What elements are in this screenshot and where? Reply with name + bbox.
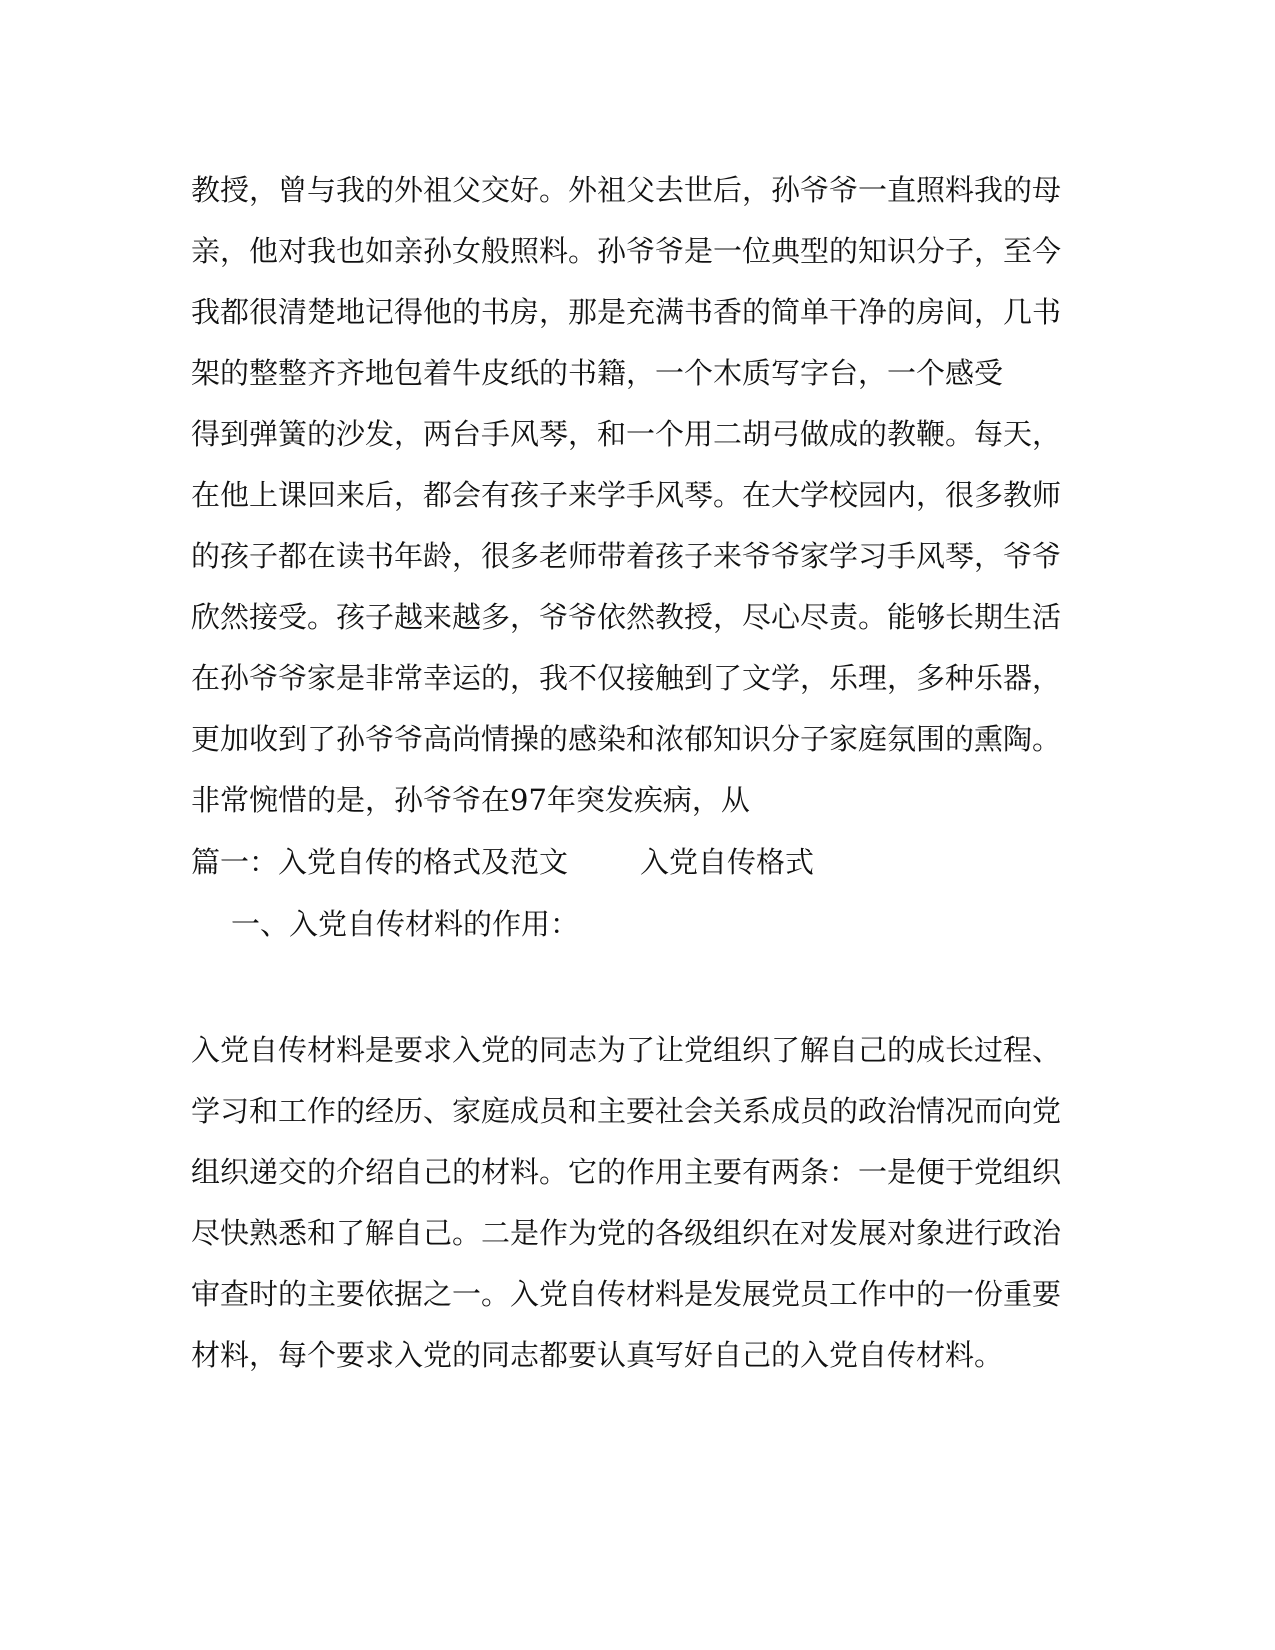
text-line: 非常惋惜的是，孙爷爷在97年突发疾病，从	[191, 783, 750, 817]
text-line: 在孙爷爷家是非常幸运的，我不仅接触到了文学，乐理，多种乐器，	[191, 661, 1062, 695]
text-line: 在他上课回来后，都会有孩子来学手风琴。在大学校园内，很多教师	[191, 478, 1062, 512]
text-line: 组织递交的介绍自己的材料。它的作用主要有两条：一是便于党组织	[191, 1155, 1062, 1189]
text-line: 的孩子都在读书年龄，很多老师带着孩子来爷爷家学习手风琴，爷爷	[191, 539, 1062, 573]
heading-title: 篇一：入党自传的格式及范文	[191, 845, 569, 879]
text-line: 尽快熟悉和了解自己。二是作为党的各级组织在对发展对象进行政治	[191, 1216, 1062, 1250]
text-line: 我都很清楚地记得他的书房，那是充满书香的简单干净的房间，几书	[191, 295, 1062, 329]
text-line: 亲，他对我也如亲孙女般照料。孙爷爷是一位典型的知识分子，至今	[191, 234, 1062, 268]
text-line: 欣然接受。孩子越来越多，爷爷依然教授，尽心尽责。能够长期生活	[191, 600, 1062, 634]
text-line: 更加收到了孙爷爷高尚情操的感染和浓郁知识分子家庭氛围的熏陶。	[191, 722, 1062, 756]
text-line: 教授，曾与我的外祖父交好。外祖父去世后，孙爷爷一直照料我的母	[191, 173, 1062, 207]
subheading: 一、入党自传材料的作用：	[231, 907, 580, 941]
text-line: 材料，每个要求入党的同志都要认真写好自己的入党自传材料。	[191, 1338, 1004, 1372]
text-line: 架的整整齐齐地包着牛皮纸的书籍，一个木质写字台，一个感受	[191, 356, 1004, 390]
text-line: 学习和工作的经历、家庭成员和主要社会关系成员的政治情况而向党	[191, 1094, 1062, 1128]
heading-subtitle: 入党自传格式	[640, 845, 815, 879]
text-line: 入党自传材料是要求入党的同志为了让党组织了解自己的成长过程、	[191, 1033, 1062, 1067]
text-line: 得到弹簧的沙发，两台手风琴，和一个用二胡弓做成的教鞭。每天，	[191, 417, 1062, 451]
text-line: 审查时的主要依据之一。入党自传材料是发展党员工作中的一份重要	[191, 1277, 1062, 1311]
section-heading	[191, 842, 814, 882]
